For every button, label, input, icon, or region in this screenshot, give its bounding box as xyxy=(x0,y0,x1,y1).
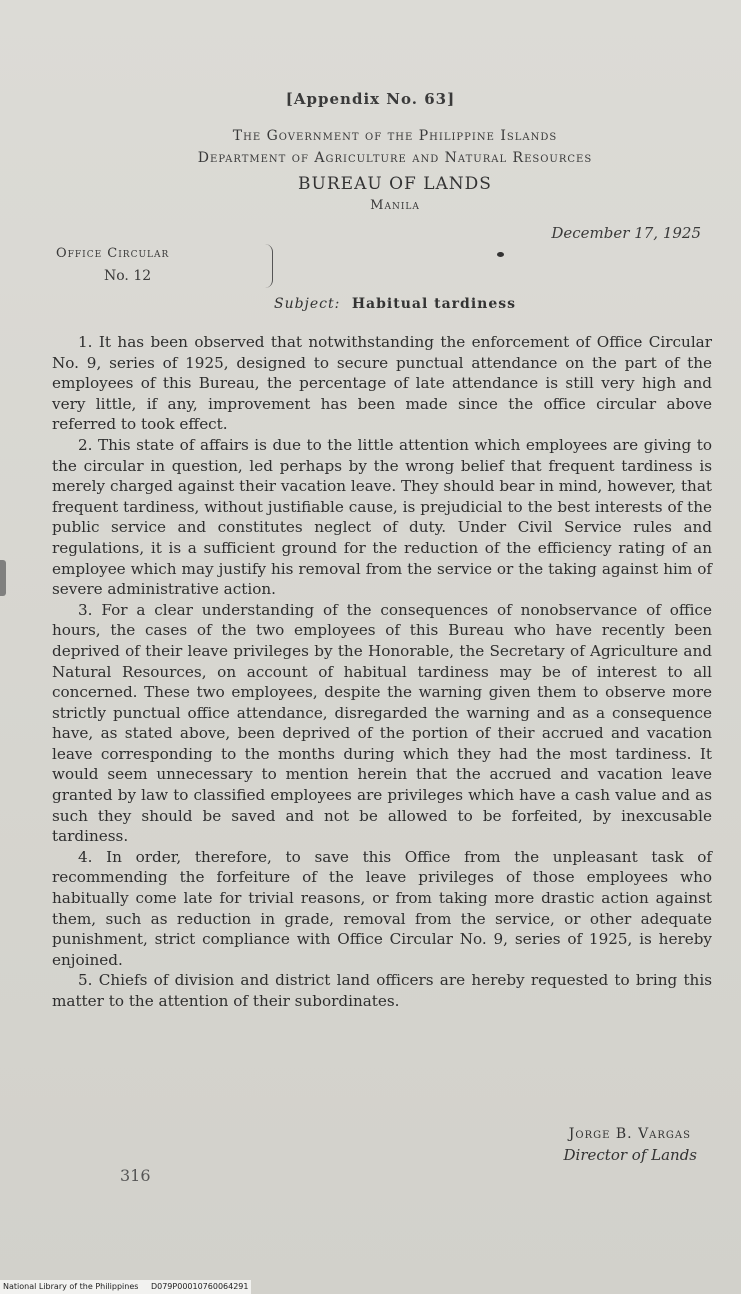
subject-label: Subject: xyxy=(273,296,341,312)
government-heading: The Government of the Philippine Islands xyxy=(232,128,558,144)
appendix-heading: [Appendix No. 63] xyxy=(285,90,456,108)
paragraph-1: 1. It has been observed that notwithstanding the enforcement of Office Circular No. 9, series of 1925, designed to secure punctual attendance on the part of the employees of this Bureau, the percentage of late attendance is still very high and very little, if any, improvement has been made since the office circular above referred to took effect. xyxy=(52,333,712,434)
subject-line xyxy=(0,296,741,312)
paragraph-2: 2. This state of affairs is due to the little attention which employees are giving to the circular in question, led perhaps by the wrong belief that frequent tardiness is merely charged against their vacation leave. They should bear in mind, however, that frequent tardiness, without justifiable cause, is prejudicial to the best interests of the public service and constitutes neglect of duty. Under Civil Service rules and regulations, it is a sufficient ground for the reduction of the efficiency rating of an employee which may justify his removal from the service or the taking against him of severe administrative action. xyxy=(52,435,712,599)
footer-source: National Library of the Philippines xyxy=(3,1282,139,1291)
circular-reference xyxy=(56,244,246,294)
circular-body xyxy=(52,332,712,1012)
page-number: 316 xyxy=(120,1166,151,1185)
circular-number: No. 12 xyxy=(104,268,152,284)
footer-id: D079P00010760064291 xyxy=(150,1282,249,1291)
paragraph-4: 4. In order, therefore, to save this Office from the unpleasant task of recommending the forfeiture of the leave privileges of those employees who habitually come late for trivial reasons, or from taking more drastic action against them, such as reduction in grade, removal from the service, or other adequate punishment, strict compliance with Office Circular No. 9, series of 1925, is hereby enjoined. xyxy=(52,847,712,969)
signatory-title: Director of Lands xyxy=(563,1146,697,1164)
paragraph-3: 3. For a clear understanding of the consequences of nonobservance of office hours, the cases of the two employees of this Bureau who have recently been deprived of their leave privileges by the Honorable, the Secretary of Agriculture and Natural Resources, on account of habitual tardiness may be of interest to all concerned. These two employees, despite the warning given them to observe more strictly punctual office attendance, disregarded the warning and as a consequence have, as stated above, been deprived of the portion of their accrued and vacation leave corresponding to the months during which they had the most tardiness. It would seem unnecessary to mention herein that the accrued and vacation leave granted by law to classified employees are privileges which have a cash value and as such they should be saved and not be allowed to be forfeited, by inexcusable tardiness. xyxy=(52,600,712,846)
subject-text: Habitual tardiness xyxy=(351,296,517,312)
circular-date: December 17, 1925 xyxy=(551,224,701,242)
ink-dot xyxy=(497,252,504,257)
scan-footer xyxy=(0,1280,251,1294)
department-heading: Department of Agriculture and Natural Resources xyxy=(197,150,593,166)
page-edge-shadow xyxy=(0,560,6,596)
bureau-heading: BUREAU OF LANDS xyxy=(298,174,492,194)
signatory-name: Jorge B. Vargas xyxy=(568,1126,691,1142)
brace-mark xyxy=(262,244,273,288)
circular-label: Office Circular xyxy=(56,246,170,261)
city-heading: Manila xyxy=(370,198,420,213)
paragraph-5: 5. Chiefs of division and district land officers are hereby requested to bring this matter to the attention of their subordinates. xyxy=(52,971,712,1010)
